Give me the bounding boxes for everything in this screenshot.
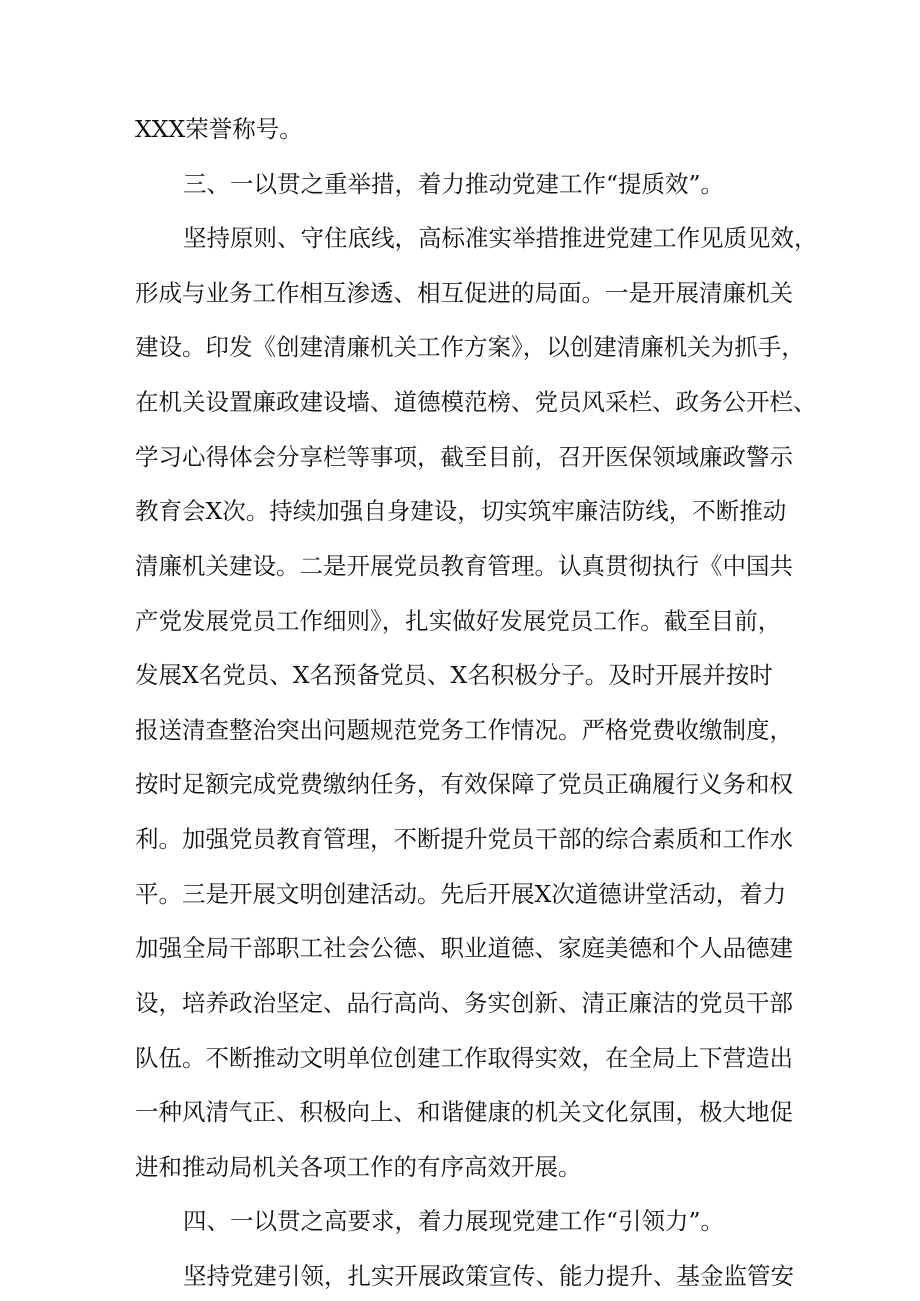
text-line-1: XXX荣誉称号。 bbox=[135, 115, 303, 143]
paragraph-line-13: 平。三是开展文明创建活动。先后开展X次道德讲堂活动，着力 bbox=[135, 880, 787, 908]
paragraph-line-8: 产党发展党员工作细则》，扎实做好发展党员工作。截至目前， bbox=[135, 607, 782, 635]
paragraph-line-11: 按时足额完成党费缴纳任务，有效保障了党员正确履行义务和权 bbox=[135, 770, 793, 798]
paragraph-line-12: 利。加强党员教育管理，不断提升党员干部的综合素质和工作水 bbox=[135, 825, 793, 853]
paragraph-line-14: 加强全局干部职工社会公德、职业道德、家庭美德和个人品德建 bbox=[135, 934, 793, 962]
section-heading-3: 三、一以贯之重举措，着力推动党建工作“提质效”。 bbox=[183, 170, 725, 198]
paragraph-line-16: 队伍。不断推动文明单位创建工作取得实效，在全局上下营造出 bbox=[135, 1044, 793, 1072]
paragraph-line-17: 一种风清气正、积极向上、和谐健康的机关文化氛围，极大地促 bbox=[135, 1098, 793, 1126]
paragraph-line-6: 教育会X次。持续加强自身建设，切实筑牢廉洁防线，不断推动 bbox=[135, 497, 787, 525]
paragraph-line-5: 学习心得体会分享栏等事项，截至目前，召开医保领域廉政警示 bbox=[135, 443, 793, 471]
paragraph-line-10: 报送清查整治突出问题规范党务工作情况。严格党费收缴制度， bbox=[135, 716, 793, 744]
paragraph-line-1: 坚持原则、守住底线，高标准实举措推进党建工作见质见效， bbox=[183, 224, 818, 252]
section-heading-4: 四、一以贯之高要求，着力展现党建工作“引领力”。 bbox=[183, 1207, 725, 1235]
paragraph-line-18: 进和推动局机关各项工作的有序高效开展。 bbox=[135, 1153, 582, 1181]
paragraph-line-15: 设，培养政治坚定、品行高尚、务实创新、清正廉洁的党员干部 bbox=[135, 989, 793, 1017]
paragraph-line-9: 发展X名党员、X名预备党员、X名积极分子。及时开展并按时 bbox=[135, 661, 773, 689]
paragraph-line-4: 在机关设置廉政建设墙、道德模范榜、党员风采栏、政务公开栏、 bbox=[135, 388, 817, 416]
paragraph-line-19: 坚持党建引领，扎实开展政策宣传、能力提升、基金监管安 bbox=[183, 1262, 794, 1290]
paragraph-line-3: 建设。印发《创建清廉机关工作方案》，以创建清廉机关为抓手， bbox=[135, 333, 805, 361]
paragraph-line-2: 形成与业务工作相互渗透、相互促进的局面。一是开展清廉机关 bbox=[135, 279, 793, 307]
paragraph-line-7: 清廉机关建设。二是开展党员教育管理。认真贯彻执行《中国共 bbox=[135, 552, 793, 580]
